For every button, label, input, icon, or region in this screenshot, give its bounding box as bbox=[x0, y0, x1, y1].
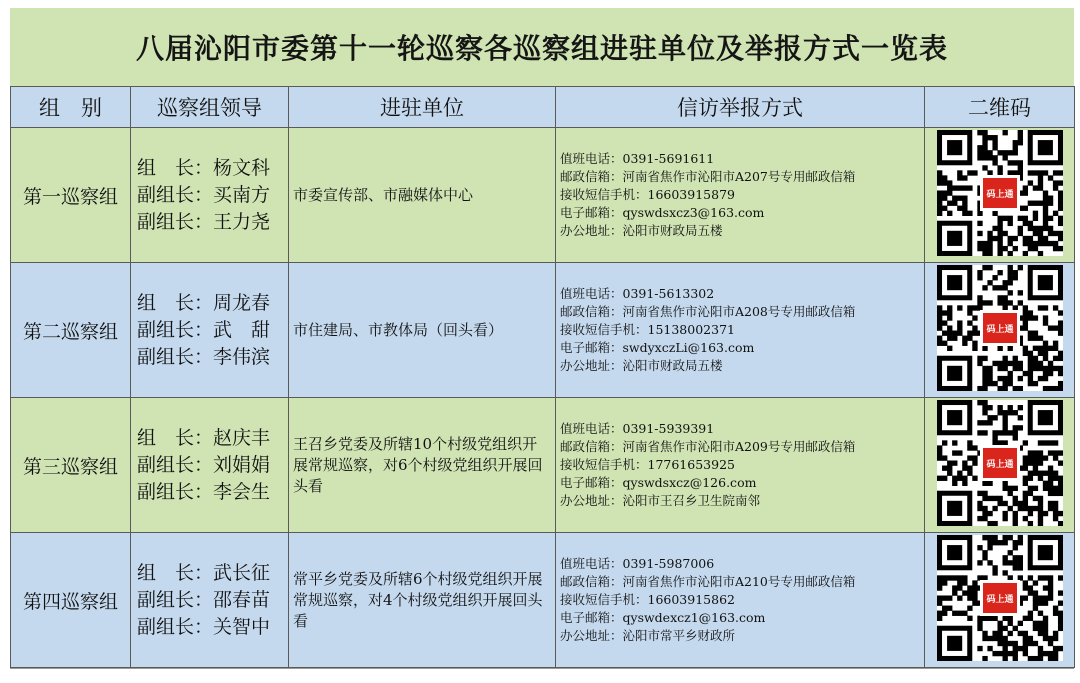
table-row bbox=[11, 398, 1075, 533]
header-qr: 二维码 bbox=[925, 87, 1075, 128]
contact-cell bbox=[556, 263, 925, 398]
contact-phone: 值班电话：0391-5939391 bbox=[560, 421, 715, 436]
qr-code-graphic bbox=[937, 400, 1063, 526]
header-units: 进驻单位 bbox=[289, 87, 556, 128]
qr-code-icon[interactable] bbox=[937, 400, 1063, 526]
page-title: 八届沁阳市委第十一轮巡察各巡察组进驻单位及举报方式一览表 bbox=[10, 8, 1074, 86]
contact-email: 电子邮箱：qyswdexcz1@163.com bbox=[560, 610, 766, 625]
table-row bbox=[11, 263, 1075, 398]
leader-line: 副组长：武 甜 bbox=[137, 318, 271, 341]
contact-cell bbox=[556, 128, 925, 263]
leaders-cell bbox=[131, 263, 289, 398]
leader-line: 副组长：李会生 bbox=[137, 480, 271, 503]
leader-line: 副组长：王力尧 bbox=[137, 210, 271, 233]
leader-line: 副组长：买南方 bbox=[137, 183, 271, 206]
contact-mailbox: 邮政信箱：河南省焦作市沁阳市A210号专用邮政信箱 bbox=[560, 574, 856, 589]
svg-text:码上通: 码上通 bbox=[985, 325, 1014, 335]
contact-address: 办公地址：沁阳市财政局五楼 bbox=[560, 223, 723, 238]
contact-phone: 值班电话：0391-5613302 bbox=[560, 286, 715, 301]
group-cell: 第二巡察组 bbox=[11, 263, 131, 398]
contact-address: 办公地址：沁阳市王召乡卫生院南邻 bbox=[560, 493, 761, 508]
divider bbox=[10, 668, 1074, 669]
qr-cell bbox=[925, 533, 1075, 668]
leader-line: 组 长：杨文科 bbox=[137, 156, 271, 179]
svg-text:码上通: 码上通 bbox=[985, 460, 1014, 470]
leader-line: 副组长：邵春苗 bbox=[137, 588, 271, 611]
table-row bbox=[11, 533, 1075, 668]
contact-email: 电子邮箱：qyswdsxcz@126.com bbox=[560, 475, 757, 490]
leader-line: 组 长：周龙春 bbox=[137, 291, 271, 314]
header-group: 组 别 bbox=[11, 87, 131, 128]
contact-phone: 值班电话：0391-5691611 bbox=[560, 151, 715, 166]
contact-mailbox: 邮政信箱：河南省焦作市沁阳市A209号专用邮政信箱 bbox=[560, 439, 856, 454]
inspection-table bbox=[10, 86, 1075, 668]
qr-code-icon[interactable] bbox=[937, 130, 1063, 256]
leader-line: 副组长：关智中 bbox=[137, 615, 271, 638]
qr-code-graphic bbox=[937, 265, 1063, 391]
contact-sms: 接收短信手机：15138002371 bbox=[560, 322, 735, 337]
group-cell: 第三巡察组 bbox=[11, 398, 131, 533]
contact-cell bbox=[556, 533, 925, 668]
contact-sms: 接收短信手机：17761653925 bbox=[560, 457, 735, 472]
contact-sms: 接收短信手机：16603915862 bbox=[560, 592, 735, 607]
contact-address: 办公地址：沁阳市常平乡财政所 bbox=[560, 628, 736, 643]
contact-mailbox: 邮政信箱：河南省焦作市沁阳市A208号专用邮政信箱 bbox=[560, 304, 856, 319]
units-cell: 常平乡党委及所辖6个村级党组织开展常规巡察，对4个村级党组织开展回头看 bbox=[289, 533, 556, 668]
leaders-cell bbox=[131, 533, 289, 668]
contact-email: 电子邮箱：swdyxczLi@163.com bbox=[560, 340, 755, 355]
leaders-cell bbox=[131, 128, 289, 263]
group-cell: 第一巡察组 bbox=[11, 128, 131, 263]
leaders-cell bbox=[131, 398, 289, 533]
qr-cell bbox=[925, 128, 1075, 263]
contact-email: 电子邮箱：qyswdsxcz3@163.com bbox=[560, 205, 765, 220]
units-cell: 王召乡党委及所辖10个村级党组织开展常规巡察，对6个村级党组织开展回头看 bbox=[289, 398, 556, 533]
table-row bbox=[11, 128, 1075, 263]
qr-code-icon[interactable] bbox=[937, 535, 1063, 661]
leader-line: 组 长：武长征 bbox=[137, 561, 271, 584]
qr-code-graphic bbox=[937, 535, 1063, 661]
contact-phone: 值班电话：0391-5987006 bbox=[560, 556, 715, 571]
leader-line: 副组长：李伟滨 bbox=[137, 345, 271, 368]
qr-cell bbox=[925, 398, 1075, 533]
group-cell: 第四巡察组 bbox=[11, 533, 131, 668]
qr-code-icon[interactable] bbox=[937, 265, 1063, 391]
contact-cell bbox=[556, 398, 925, 533]
header-row bbox=[11, 87, 1075, 128]
svg-text:码上通: 码上通 bbox=[985, 595, 1014, 605]
qr-code-graphic bbox=[937, 130, 1063, 256]
contact-mailbox: 邮政信箱：河南省焦作市沁阳市A207号专用邮政信箱 bbox=[560, 169, 856, 184]
qr-cell bbox=[925, 263, 1075, 398]
leader-line: 组 长：赵庆丰 bbox=[137, 426, 271, 449]
leader-line: 副组长：刘娟娟 bbox=[137, 453, 271, 476]
svg-text:码上通: 码上通 bbox=[985, 190, 1014, 200]
contact-sms: 接收短信手机：16603915879 bbox=[560, 187, 735, 202]
header-leaders: 巡察组领导 bbox=[131, 87, 289, 128]
units-cell: 市住建局、市教体局（回头看） bbox=[289, 263, 556, 398]
contact-address: 办公地址：沁阳市财政局五楼 bbox=[560, 358, 723, 373]
units-cell: 市委宣传部、市融媒体中心 bbox=[289, 128, 556, 263]
header-contact: 信访举报方式 bbox=[556, 87, 925, 128]
